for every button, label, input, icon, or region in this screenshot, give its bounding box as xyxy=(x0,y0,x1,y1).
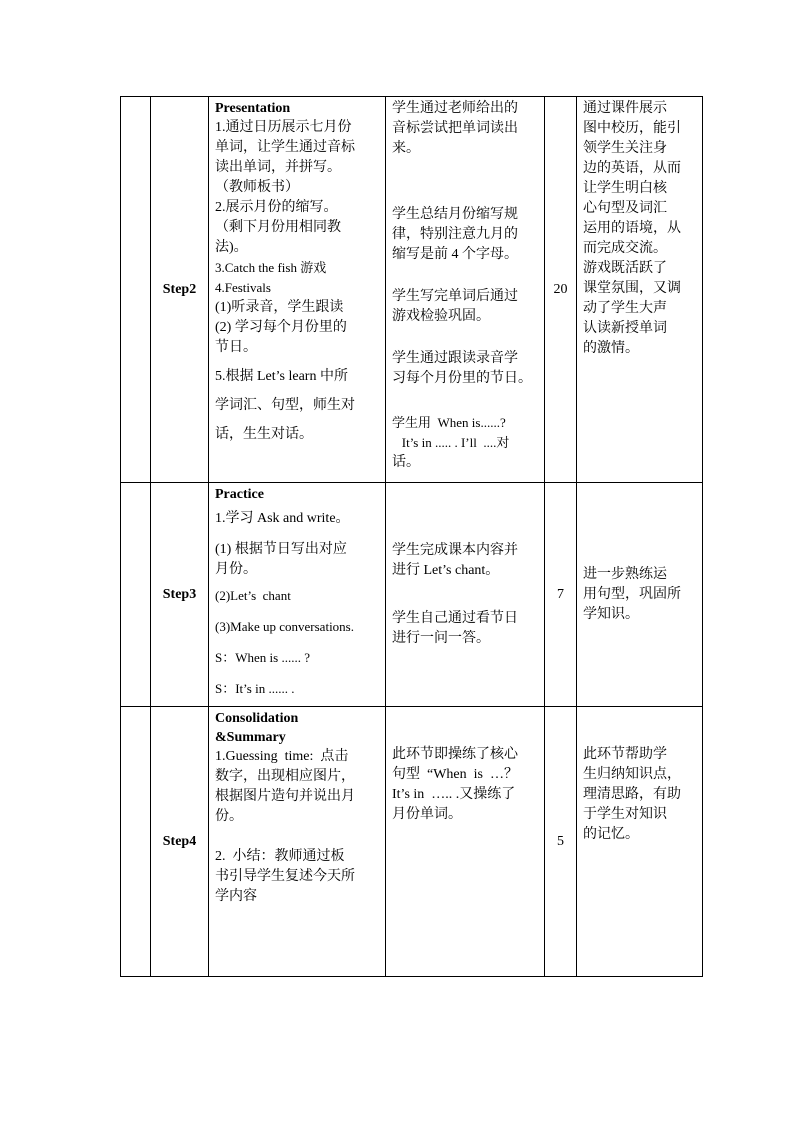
purpose-cell xyxy=(577,97,703,483)
student-line: 学生用 When is......? xyxy=(392,415,506,430)
teacher-line: 学词汇、句型，师生对 xyxy=(215,398,355,413)
purpose-line: 的记忆。 xyxy=(583,827,639,842)
student-activity-cell xyxy=(386,707,545,977)
teacher-line: S：When is ...... ? xyxy=(215,650,310,665)
student-line: 音标尝试把单词读出 xyxy=(392,121,518,136)
purpose-line: 边的英语，从而 xyxy=(583,161,681,176)
step-label: Step3 xyxy=(151,483,209,707)
student-line: 学生通过老师给出的 xyxy=(392,101,518,116)
student-line: 话。 xyxy=(392,455,420,470)
blank-cell xyxy=(121,97,151,483)
table-row xyxy=(121,707,703,977)
purpose-line: 让学生明白核 xyxy=(583,181,667,196)
teacher-line: 份。 xyxy=(215,809,243,824)
student-line: 进行一问一答。 xyxy=(392,630,490,646)
student-line: 来。 xyxy=(392,141,420,156)
student-line: 学生写完单词后通过 xyxy=(392,289,518,304)
table-row xyxy=(121,483,703,707)
student-line: 学生完成课本内容并 xyxy=(392,542,518,558)
purpose-line: 的激情。 xyxy=(583,341,639,356)
lesson-plan-table xyxy=(120,96,703,977)
student-line: 此环节即操练了核心 xyxy=(392,747,518,762)
student-line: It’s in ..... . I’ll ....对 xyxy=(392,435,510,450)
purpose-line: 用句型，巩固所 xyxy=(583,586,681,602)
stage-title: Presentation xyxy=(215,101,291,116)
purpose-line: 课堂氛围，又调 xyxy=(583,281,681,296)
purpose-line: 动了学生大声 xyxy=(583,301,667,316)
purpose-line: 领学生关注身 xyxy=(583,141,667,156)
purpose-line: 游戏既活跃了 xyxy=(583,261,667,276)
teacher-line: 1.Guessing time: 点击 xyxy=(215,749,349,764)
student-line: 学生总结月份缩写规 xyxy=(392,207,518,222)
purpose-cell xyxy=(577,483,703,707)
student-line: It’s in ….. .又操练了 xyxy=(392,787,516,802)
purpose-line: 而完成交流。 xyxy=(583,241,667,256)
teacher-line: 月份。 xyxy=(215,562,257,577)
student-line: 句型 “When is …？ xyxy=(392,767,518,782)
teacher-line: 书引导学生复述今天所 xyxy=(215,869,355,884)
purpose-line: 于学生对知识 xyxy=(583,807,667,822)
teacher-line: 3.Catch the fish 游戏 xyxy=(215,260,327,275)
student-line: 游戏检验巩固。 xyxy=(392,309,490,324)
teacher-line: 1.通过日历展示七月份 xyxy=(215,120,352,135)
teacher-line: (1)听录音，学生跟读 xyxy=(215,300,344,315)
purpose-line: 理清思路，有助 xyxy=(583,787,681,802)
time-cell: 5 xyxy=(545,707,577,977)
teacher-line: （剩下月份用相同教 xyxy=(215,220,341,235)
student-line: 学生自己通过看节日 xyxy=(392,610,518,626)
table-row xyxy=(121,97,703,483)
step-label: Step4 xyxy=(151,707,209,977)
purpose-line: 此环节帮助学 xyxy=(583,747,667,762)
purpose-line: 图中校历，能引 xyxy=(583,121,681,136)
stage-title: Practice xyxy=(215,487,264,502)
stage-title: Consolidation xyxy=(215,711,299,726)
teacher-line: (3)Make up conversations. xyxy=(215,619,354,634)
teacher-line: 根据图片造句并说出月 xyxy=(215,789,355,804)
purpose-line: 进一步熟练运 xyxy=(583,566,667,582)
student-line: 习每个月份里的节日。 xyxy=(392,371,532,386)
purpose-line: 心句型及词汇 xyxy=(583,201,667,216)
teacher-line: (2) 学习每个月份里的 xyxy=(215,320,347,335)
purpose-line: 生归纳知识点， xyxy=(583,767,681,782)
teacher-line: S：It’s in ...... . xyxy=(215,681,295,696)
purpose-line: 学知识。 xyxy=(583,606,639,622)
purpose-line: 运用的语境，从 xyxy=(583,221,681,236)
teacher-line: 读出单词，并拼写。 xyxy=(215,160,341,175)
teacher-line: 4.Festivals xyxy=(215,280,271,295)
purpose-cell xyxy=(577,707,703,977)
step-label: Step2 xyxy=(151,97,209,483)
student-line: 进行 Let’s chant。 xyxy=(392,562,500,578)
purpose-line: 认读新授单词 xyxy=(583,321,667,336)
teacher-line: （教师板书） xyxy=(215,180,299,195)
teacher-line: (2)Let’s chant xyxy=(215,588,291,603)
teacher-line: 2. 小结：教师通过板 xyxy=(215,849,345,864)
student-line: 缩写是前 4 个字母。 xyxy=(392,247,518,262)
teacher-line: 法)。 xyxy=(215,240,248,255)
stage-title: &Summary xyxy=(215,730,286,745)
student-line: 学生通过跟读录音学 xyxy=(392,351,518,366)
teacher-line: 单词，让学生通过音标 xyxy=(215,140,355,155)
teacher-line: 5.根据 Let’s learn 中所 xyxy=(215,369,348,384)
teacher-activity-cell xyxy=(209,483,386,707)
teacher-line: (1) 根据节日写出对应 xyxy=(215,542,347,557)
student-line: 律，特别注意九月的 xyxy=(392,227,518,242)
teacher-line: 1.学习 Ask and write。 xyxy=(215,511,350,526)
teacher-line: 节日。 xyxy=(215,340,257,355)
teacher-line: 数字，出现相应图片， xyxy=(215,769,355,784)
time-cell: 20 xyxy=(545,97,577,483)
teacher-line: 话，生生对话。 xyxy=(215,427,313,442)
time-cell: 7 xyxy=(545,483,577,707)
purpose-line: 通过课件展示 xyxy=(583,101,667,116)
teacher-line: 学内容 xyxy=(215,889,257,904)
student-activity-cell xyxy=(386,97,545,483)
teacher-activity-cell xyxy=(209,97,386,483)
blank-cell xyxy=(121,483,151,707)
student-line: 月份单词。 xyxy=(392,807,462,822)
teacher-line: 2.展示月份的缩写。 xyxy=(215,200,338,215)
teacher-activity-cell xyxy=(209,707,386,977)
blank-cell xyxy=(121,707,151,977)
student-activity-cell xyxy=(386,483,545,707)
